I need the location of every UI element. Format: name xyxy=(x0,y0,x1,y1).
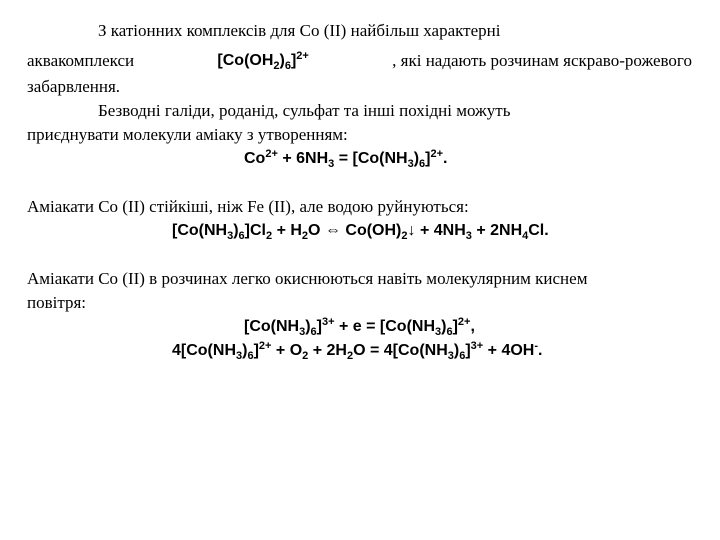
paragraph-2-line-1: Безводні галіди, роданід, сульфат та інші похідні можуть xyxy=(98,101,511,120)
aqua-complex-formula: $[Co(OH_2)_6]^{2+}$ xyxy=(217,50,309,72)
equation-oxidation: $4[Co(NH_3)_6]^{2+} + O_2 + 2H_2O = 4[Co(NH_3)_6]^{3+} + 4OH^-$. xyxy=(172,340,543,362)
equilibrium-arrow-icon: ⇔ xyxy=(324,222,341,239)
aqua-complex-description: , які надають розчинам яскраво-рожевого xyxy=(392,51,692,70)
paragraph-1-line-2 xyxy=(27,50,692,72)
aqua-complex-word: аквакомплекси xyxy=(27,51,135,70)
paragraph-4-line-1: Аміакати Co (II) в розчинах легко окиснюються навіть молекулярним киснем xyxy=(27,269,588,288)
equation-ammine-formation: $Co^{2+} + 6NH_3 = [Co(NH_3)_6]^{2+}$. xyxy=(244,148,448,170)
precipitate-down-arrow-icon: ↓ xyxy=(407,222,416,239)
paragraph-1-line-1: З катіонних комплексів для Co (II) найбільш характерні xyxy=(98,21,501,40)
paragraph-2-line-2: приєднувати молекули аміаку з утворенням: xyxy=(27,125,348,144)
paragraph-4-line-2: повітря: xyxy=(27,293,87,312)
equation-reduction: $[Co(NH_3)_6]^{3+} + e = [Co(NH_3)_6]^{2+}$, xyxy=(244,316,475,338)
paragraph-3-line-1: Аміакати Co (II) стійкіші, ніж Fe (II), але водою руйнуються: xyxy=(27,197,469,216)
equation-hydrolysis: $[Co(NH_3)_6]Cl_2 + H_2O$ ⇔ $Co(OH)_2↓ + 4NH_3 + 2NH_4Cl$. xyxy=(172,222,549,242)
paragraph-1-line-3: забарвлення. xyxy=(27,77,121,96)
